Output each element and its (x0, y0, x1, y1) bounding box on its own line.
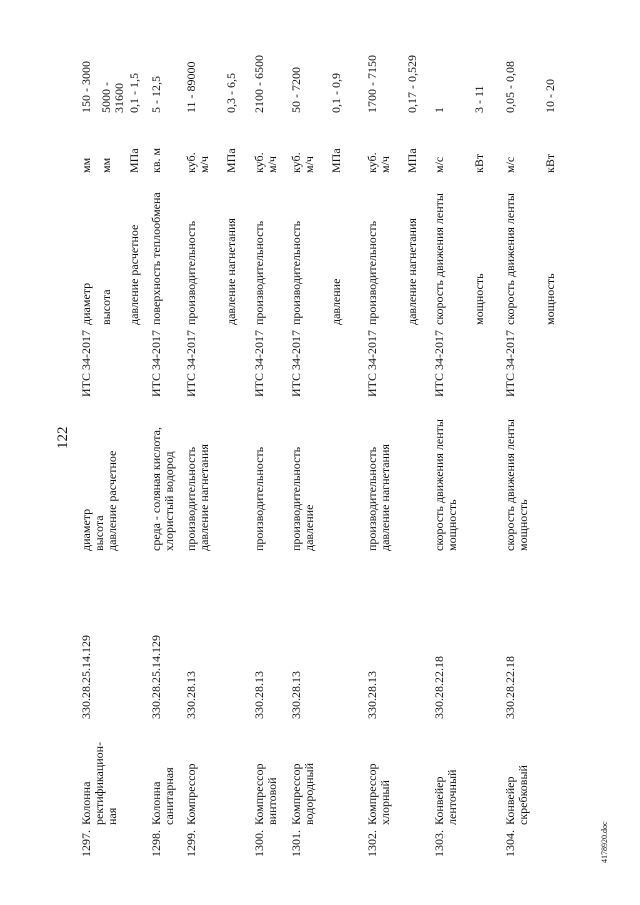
description-cell (366, 401, 392, 551)
description-cell (290, 401, 316, 551)
equipment-name: Конвейер скребковый (503, 765, 530, 825)
description-line: высота (92, 515, 106, 551)
description-line: давление нагнетания (378, 444, 392, 551)
its-reference: ИТС 34-2017 (289, 330, 303, 397)
parameter-value: 0,1 - 1,5 (127, 73, 141, 113)
okpd-code: 330.28.25.14.129 (79, 635, 93, 719)
description-line: мощность (516, 499, 530, 551)
row-number: 1298. (149, 830, 163, 857)
okpd-code: 330.28.13 (365, 671, 379, 719)
parameter-unit: МПа (127, 148, 141, 173)
description-line: диаметр (79, 508, 93, 551)
okpd-code: 330.28.25.14.129 (149, 635, 163, 719)
parameter-name: давление расчетное (127, 224, 141, 325)
its-reference: ИТС 34-2017 (184, 330, 198, 397)
parameter-value: 2100 - 6500 (252, 55, 266, 113)
parameter-value: 150 - 3000 (79, 61, 93, 113)
parameter-name: высота (99, 289, 113, 325)
equipment-name: Колонна санитарная (149, 767, 176, 825)
equipment-name: Конвейер ленточный (432, 769, 459, 825)
description-cell (433, 401, 459, 551)
parameter-unit: куб. м/ч (365, 152, 392, 173)
parameter-value: 10 - 20 (543, 79, 557, 113)
parameter-name: скорость движения ленты (432, 193, 446, 325)
parameter-unit: куб. м/ч (289, 152, 316, 173)
description-line: производительность (252, 446, 266, 551)
okpd-code: 330.28.13 (184, 671, 198, 719)
parameter-name: поверхность теплообмена (149, 192, 163, 325)
parameter-value: 50 - 7200 (289, 67, 303, 113)
row-number: 1300. (252, 830, 266, 857)
parameter-unit: м/с (503, 156, 517, 173)
equipment-name: Компрессор хлорный (365, 763, 392, 825)
row-number: 1304. (503, 830, 517, 857)
equipment-name: Колонна ректификацион-ная (79, 741, 119, 825)
parameter-name: давление нагнетания (405, 218, 419, 325)
its-reference: ИТС 34-2017 (79, 330, 93, 397)
parameter-unit: кВт (543, 153, 557, 173)
its-reference: ИТС 34-2017 (149, 330, 163, 397)
description-line: скорость движения ленты (432, 419, 446, 551)
parameter-name: диаметр (79, 282, 93, 325)
parameter-value: 5 - 12,5 (149, 76, 163, 113)
parameter-value: 5000 - 31600 (99, 82, 126, 113)
equipment-name: Компрессор (184, 763, 198, 825)
parameter-unit: мм (99, 157, 113, 173)
parameter-value: 0,05 - 0,08 (503, 61, 517, 113)
parameter-value: 3 - 11 (472, 85, 486, 113)
parameter-name: производительность (365, 220, 379, 325)
parameter-name: мощность (472, 273, 486, 325)
its-reference: ИТС 34-2017 (432, 330, 446, 397)
description-cell (504, 401, 530, 551)
description-line: мощность (445, 499, 459, 551)
description-line: производительность (289, 446, 303, 551)
parameter-name: производительность (184, 220, 198, 325)
parameter-unit: мм (79, 157, 93, 173)
parameter-unit: куб. м/ч (184, 152, 211, 173)
row-number: 1301. (289, 830, 303, 857)
parameter-value: 0,17 - 0,529 (405, 55, 419, 113)
description-line: давление нагнетания (197, 444, 211, 551)
parameter-unit: м/с (432, 156, 446, 173)
row-number: 1297. (79, 830, 93, 857)
parameter-unit: кВт (472, 153, 486, 173)
footer-filename: 4178920.doc (600, 821, 609, 863)
parameter-unit: МПа (405, 148, 419, 173)
its-reference: ИТС 34-2017 (252, 330, 266, 397)
parameter-name: давление (329, 278, 343, 325)
okpd-code: 330.28.22.18 (432, 656, 446, 719)
parameter-value: 1 (432, 107, 446, 113)
okpd-code: 330.28.13 (289, 671, 303, 719)
its-reference: ИТС 34-2017 (503, 330, 517, 397)
its-reference: ИТС 34-2017 (365, 330, 379, 397)
description-line: среда - соляная кислота, хлористый водород (149, 427, 176, 551)
equipment-name: Компрессор винтовой (252, 763, 279, 825)
parameter-value: 0,1 - 0,9 (329, 73, 343, 113)
okpd-code: 330.28.22.18 (503, 656, 517, 719)
description-cell (185, 401, 211, 551)
parameter-value: 1700 - 7150 (365, 55, 379, 113)
okpd-code: 330.28.13 (252, 671, 266, 719)
description-cell (80, 401, 119, 551)
description-line: давление (302, 504, 316, 551)
parameter-unit: куб. м/ч (252, 152, 279, 173)
parameter-unit: МПа (329, 148, 343, 173)
parameter-unit: МПа (224, 148, 238, 173)
parameter-name: мощность (543, 273, 557, 325)
row-number: 1303. (432, 830, 446, 857)
parameter-name: производительность (252, 220, 266, 325)
row-number: 1299. (184, 830, 198, 857)
parameter-value: 11 - 89000 (184, 61, 198, 113)
parameter-name: скорость движения ленты (503, 193, 517, 325)
row-number: 1302. (365, 830, 379, 857)
description-line: скорость движения ленты (503, 419, 517, 551)
description-line: производительность (365, 446, 379, 551)
page-number: 122 (55, 426, 71, 449)
parameter-name: производительность (289, 220, 303, 325)
parameter-value: 0,3 - 6,5 (224, 73, 238, 113)
description-line: давление расчетное (105, 450, 119, 551)
parameter-unit: кв. м (149, 147, 163, 173)
equipment-name: Компрессор водородный (289, 762, 316, 825)
parameter-name: давление нагнетания (224, 218, 238, 325)
description-line: производительность (184, 446, 198, 551)
description-cell (150, 401, 176, 551)
description-cell (253, 401, 266, 551)
